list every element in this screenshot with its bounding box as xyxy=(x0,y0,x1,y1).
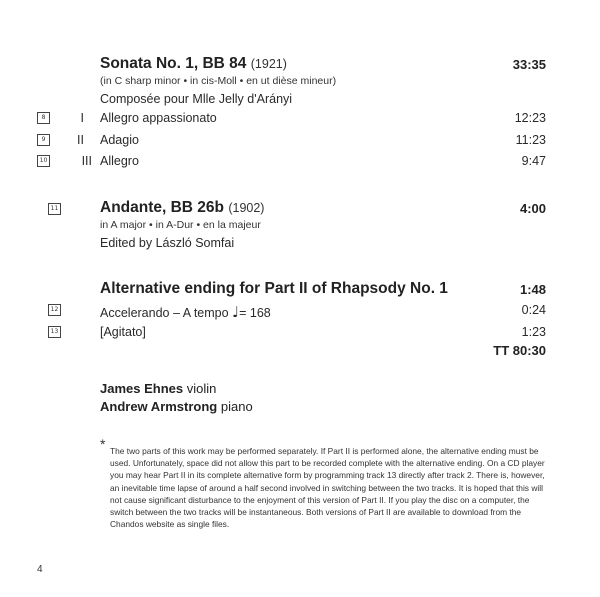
movement-duration: 12:23 xyxy=(514,111,546,125)
movement-duration: 9:47 xyxy=(521,154,546,168)
footnote-asterisk: * xyxy=(100,436,106,452)
track-number-10: 10 xyxy=(37,155,50,167)
track-number-8: 8 xyxy=(37,112,50,124)
section-duration: 0:24 xyxy=(521,303,546,317)
movement-title: Allegro appassionato xyxy=(100,111,217,125)
performer-name: James Ehnes xyxy=(100,381,184,396)
performer xyxy=(100,399,253,414)
movement-duration: 11:23 xyxy=(515,133,546,147)
movement-title: Adagio xyxy=(100,133,139,147)
track-number-11: 11 xyxy=(48,203,61,215)
track-number-9: 9 xyxy=(37,134,50,146)
tempo-value: = 168 xyxy=(239,306,271,320)
performer-name: Andrew Armstrong xyxy=(100,399,218,414)
alternative-duration: 1:48 xyxy=(519,282,546,297)
section-title-text: Accelerando – A tempo xyxy=(100,306,229,320)
sonata-duration: 33:35 xyxy=(512,57,546,72)
sonata-heading xyxy=(100,55,287,73)
andante-title: Andante, BB 26b xyxy=(100,199,225,216)
total-time: TT 80:30 xyxy=(493,343,546,358)
performer xyxy=(100,381,216,396)
movement-numeral: III xyxy=(81,154,92,168)
track-number-12: 12 xyxy=(48,304,61,316)
performer-role: piano xyxy=(220,399,253,414)
sonata-dedication: Composée pour Mlle Jelly d'Arányi xyxy=(100,92,293,106)
andante-year: (1902) xyxy=(228,201,265,215)
page-number: 4 xyxy=(37,564,43,575)
movement-title: Allegro xyxy=(100,154,139,168)
sonata-year: (1921) xyxy=(250,57,287,71)
quarter-note-icon: ♩ xyxy=(232,303,240,321)
movement-numeral: II xyxy=(77,133,84,147)
performer-role: violin xyxy=(186,381,217,396)
sonata-keys: (in C sharp minor • in cis-Moll • en ut dièse mineur) xyxy=(100,75,337,87)
track-number-13: 13 xyxy=(48,326,61,338)
section-duration: 1:23 xyxy=(521,325,546,339)
movement-numeral: I xyxy=(80,111,84,125)
andante-editor: Edited by László Somfai xyxy=(100,236,235,250)
section-title: [Agitato] xyxy=(100,325,146,339)
sonata-title: Sonata No. 1, BB 84 xyxy=(100,55,247,72)
andante-keys: in A major • in A-Dur • en la majeur xyxy=(100,219,261,231)
andante-duration: 4:00 xyxy=(519,201,546,216)
section-title xyxy=(100,303,271,321)
andante-heading xyxy=(100,199,264,217)
alternative-title: Alternative ending for Part II of Rhapsody No. 1 xyxy=(100,280,448,297)
footnote-text: The two parts of this work may be performed separately. If Part II is performed alone, the alternative ending must be used. Unfortunately, space did not allow this part to be recorded complete with the alternative ending. On a CD player you may hear Part II in its complete alternative form by programming track 13 directly after track 2. There is, however, an inevitable time lapse of around a half second involved in switching between the two tracks. It is hoped that this will not cause significant disturbance to the enjoyment of this version of Part II. If you play the disc on a computer, the switch between the two tracks will be instantaneous. Both versions of Part II are available to download from the Chandos website as single files. xyxy=(110,446,545,530)
